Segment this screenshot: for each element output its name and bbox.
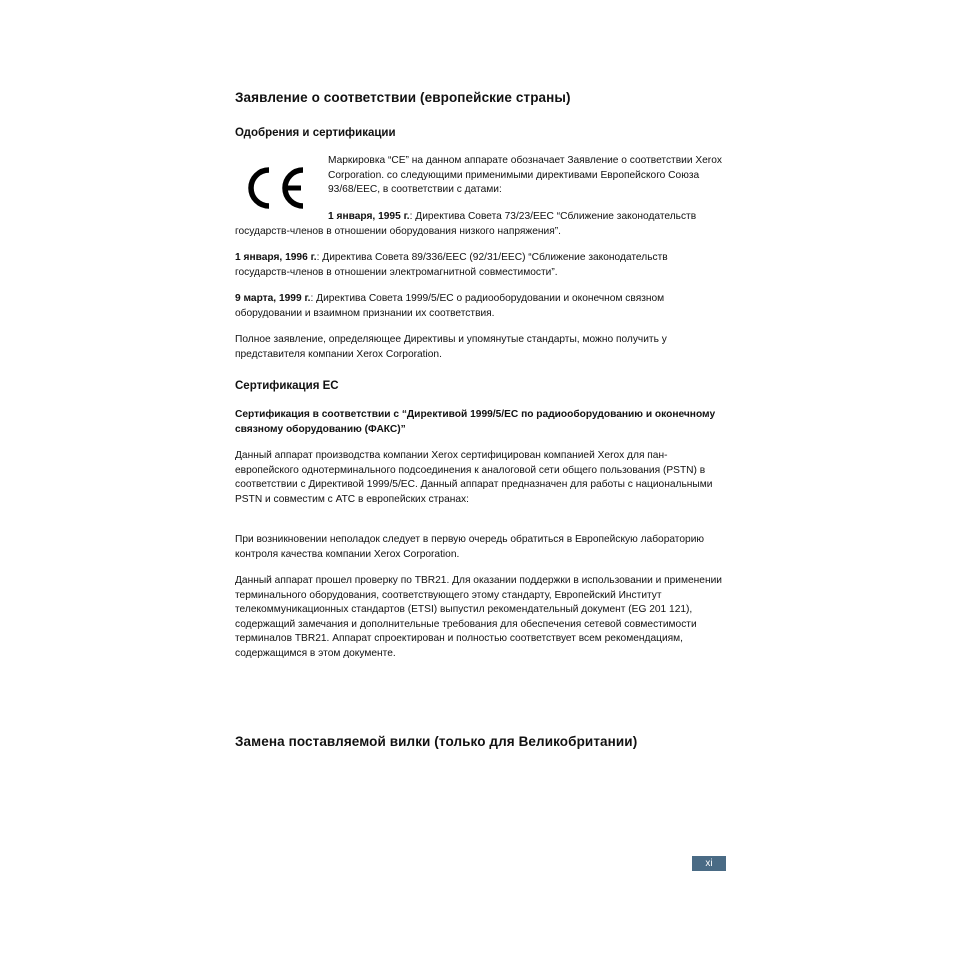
date-1999-label: 9 марта, 1999 г.: [235, 293, 311, 304]
date-1999-text: : Директива Совета 1999/5/EC о радиооборудовании и оконечном связном оборудовании и взаимном признании их соответствия.: [235, 293, 665, 319]
ec-paragraph-3: Данный аппарат прошел проверку по TBR21. Для оказании поддержки в использовании и применении терминального оборудования, соответствующего этому стандарту, Европейский Институт телекоммуникационных стандартов (ETSI) выпустил рекомендательный документ (EG 201 121), содержащий замечания и дополнительные требования для обеспечения сетевой совместимости терминалов TBR21. Аппарат спроектирован и полностью соответствует всем рекомендациям, содержащимся в этом документе.: [235, 575, 722, 659]
full-statement-paragraph: Полное заявление, определяющее Директивы и упомянутые стандарты, можно получить у представителя компании Xerox Corporation.: [235, 334, 667, 360]
date-1996-text: : Директива Совета 89/336/EEC (92/31/EEC) “Сближение законодательств государств-членов в отношении электромагнитной совместимости”.: [235, 252, 668, 278]
section-heading-declaration: Заявление о соответствии (европейские страны): [235, 90, 571, 105]
directive-1996-paragraph: [235, 251, 725, 280]
directive-1995-paragraph: [235, 210, 725, 239]
page-number-badge: xi: [692, 856, 726, 871]
directive-1999-paragraph: [235, 292, 725, 321]
ec-bold-statement: Сертификация в соответствии с “Директивой 1999/5/EC по радиооборудованию и оконечному связному оборудованию (ФАКС)”: [235, 409, 716, 435]
ce-intro-paragraph: Маркировка “CE” на данном аппарате обозначает Заявление о соответствии Xerox Corporation. со следующими применимыми директивами Европейского Союза 93/68/EEC, в соответствии с датами:: [328, 155, 722, 196]
ec-paragraph-1: Данный аппарат производства компании Xerox сертифицирован компанией Xerox для пан-европейского однотерминального подсоединения к аналоговой сети общего пользования (PSTN) в соответствии с Директивой 1999/5/EC. Данный аппарат предназначен для работы с национальными PSTN и совместим с АТС в европейских странах:: [235, 450, 713, 505]
date-1996-label: 1 января, 1996 г.: [235, 252, 317, 263]
subheading-ec-certification: Сертификация ЕС: [235, 380, 339, 392]
date-1995-label: 1 января, 1995 г.: [328, 211, 410, 222]
ce-mark-logo: [243, 166, 307, 210]
subheading-approvals: Одобрения и сертификации: [235, 127, 396, 139]
date-1995-text: : Директива Совета 73/23/EEC “Сближение законодательств государств-членов в отношении оборудования низкого напряжения”.: [235, 211, 697, 237]
section-heading-plug-replacement: Замена поставляемой вилки (только для Великобритании): [235, 734, 638, 749]
ec-paragraph-2: При возникновении неполадок следует в первую очередь обратиться в Европейскую лабораторию контроля качества компании Xerox Corporation.: [235, 534, 705, 560]
